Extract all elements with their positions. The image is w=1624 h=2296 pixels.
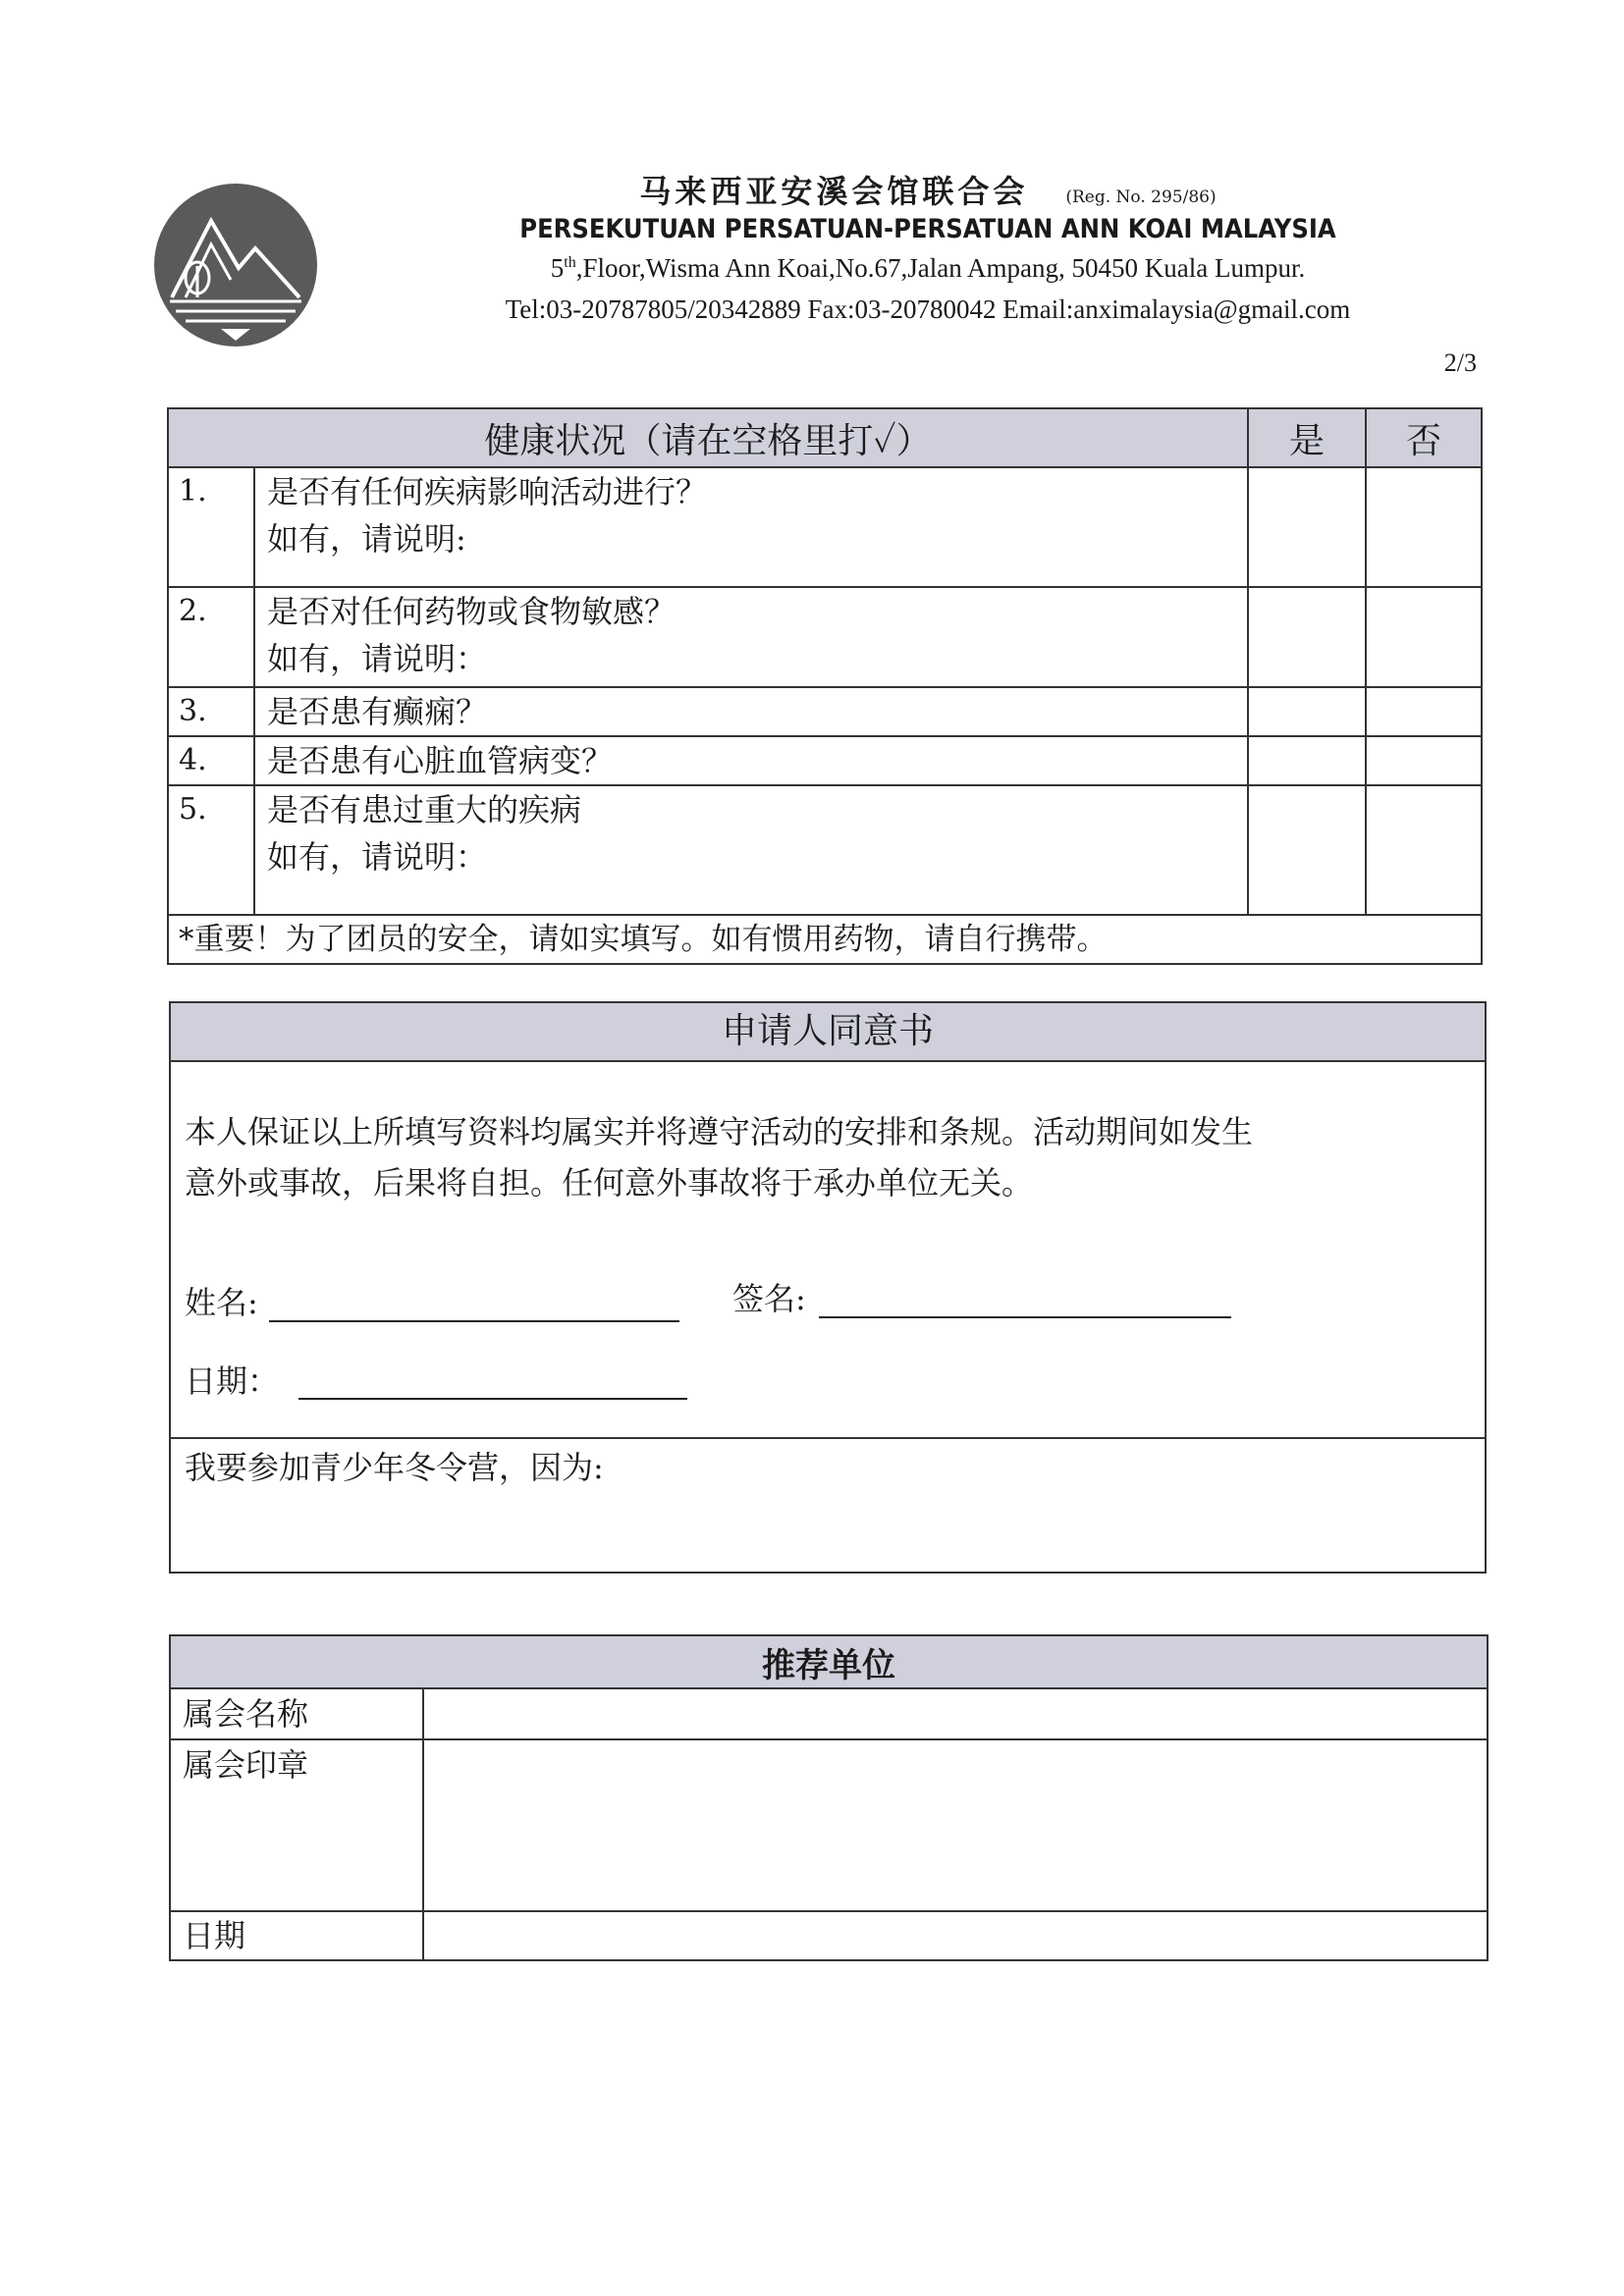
question-text: 是否有患过重大的疾病: [267, 791, 582, 828]
signature-label: 签名:: [732, 1280, 806, 1317]
health-row-3: [168, 687, 1482, 736]
row-number: 3.: [168, 687, 254, 736]
health-table-title: 健康状况（请在空格里打✓）: [168, 408, 1248, 467]
applicant-consent-section: [169, 1001, 1487, 1574]
question-text: 是否有任何疾病影响活动进行？: [267, 473, 708, 510]
health-question-cell: [254, 785, 1248, 915]
address-floor-suffix: th: [564, 254, 576, 271]
organization-name-chinese: [324, 167, 1532, 212]
recommend-date-field[interactable]: [423, 1911, 1488, 1960]
page-number: 2/3: [1443, 348, 1477, 377]
row-number: 4.: [168, 736, 254, 785]
health-row-2: [168, 587, 1482, 687]
association-seal-field[interactable]: [423, 1739, 1488, 1911]
yes-checkbox[interactable]: [1248, 785, 1366, 915]
health-status-table: [167, 407, 1483, 965]
no-checkbox[interactable]: [1366, 587, 1482, 687]
name-label: 姓名:: [185, 1284, 258, 1321]
consent-title: 申请人同意书: [171, 1003, 1485, 1062]
no-checkbox[interactable]: [1366, 736, 1482, 785]
address-floor-number: 5: [550, 253, 565, 283]
health-no-header: 否: [1366, 408, 1482, 467]
join-reason-field[interactable]: [171, 1439, 1485, 1572]
yes-checkbox[interactable]: [1248, 687, 1366, 736]
no-checkbox[interactable]: [1366, 785, 1482, 915]
consent-body: [171, 1062, 1485, 1439]
row-number: 2.: [168, 587, 254, 687]
yes-checkbox[interactable]: [1248, 467, 1366, 587]
yes-checkbox[interactable]: [1248, 736, 1366, 785]
recommend-date-label: 日期: [170, 1911, 423, 1960]
date-label: 日期：: [185, 1362, 280, 1400]
organization-logo: [152, 182, 319, 348]
row-number: 1.: [168, 467, 254, 587]
registration-number: (Reg. No. 295/86): [1065, 187, 1217, 207]
row-number: 5.: [168, 785, 254, 915]
health-question-cell: [254, 587, 1248, 687]
address-text: ,Floor,Wisma Ann Koai,No.67,Jalan Ampang, 50450 Kuala Lumpur.: [575, 253, 1306, 283]
association-name-field[interactable]: [423, 1688, 1488, 1739]
organization-address: [324, 253, 1532, 284]
org-name-cn-text: 马来西亚安溪会馆联合会: [639, 173, 1029, 210]
association-name-label: 属会名称: [170, 1688, 423, 1739]
name-input-line[interactable]: [269, 1320, 679, 1322]
health-row-4: [168, 736, 1482, 785]
join-reason-label: 我要参加青少年冬令营，因为:: [185, 1449, 604, 1486]
question-text: 是否患有癫痫？: [254, 687, 1248, 736]
signature-input-line[interactable]: [819, 1316, 1231, 1318]
no-checkbox[interactable]: [1366, 467, 1482, 587]
organization-contact: Tel:03-20787805/20342889 Fax:03-20780042 Email:anximalaysia@gmail.com: [505, 294, 1351, 324]
consent-statement-line: 意外或事故，后果将自担。任何意外事故将于承办单位无关。: [185, 1164, 1034, 1201]
health-row-1: [168, 467, 1482, 587]
question-text: 是否患有心脏血管病变？: [254, 736, 1248, 785]
health-yes-header: 是: [1248, 408, 1366, 467]
yes-checkbox[interactable]: [1248, 587, 1366, 687]
health-important-note: *重要！为了团员的安全，请如实填写。如有惯用药物，请自行携带。: [168, 915, 1482, 964]
followup-text: 如有，请说明：: [267, 838, 488, 876]
question-text: 是否对任何药物或食物敏感？: [267, 593, 677, 630]
health-row-5: [168, 785, 1482, 915]
health-question-cell: [254, 467, 1248, 587]
consent-statement: [185, 1106, 1253, 1208]
followup-text: 如有，请说明:: [267, 520, 466, 558]
recommend-title: 推荐单位: [170, 1635, 1488, 1688]
organization-name-malay: PERSEKUTUAN PERSATUAN-PERSATUAN ANN KOAI MALAYSIA: [519, 214, 1336, 244]
recommending-unit-table: [169, 1634, 1489, 1961]
consent-statement-line: 本人保证以上所填写资料均属实并将遵守活动的安排和条规。活动期间如发生: [185, 1113, 1254, 1150]
association-seal-label: 属会印章: [170, 1739, 423, 1911]
followup-text: 如有，请说明：: [267, 640, 488, 677]
date-input-line[interactable]: [298, 1398, 687, 1400]
no-checkbox[interactable]: [1366, 687, 1482, 736]
